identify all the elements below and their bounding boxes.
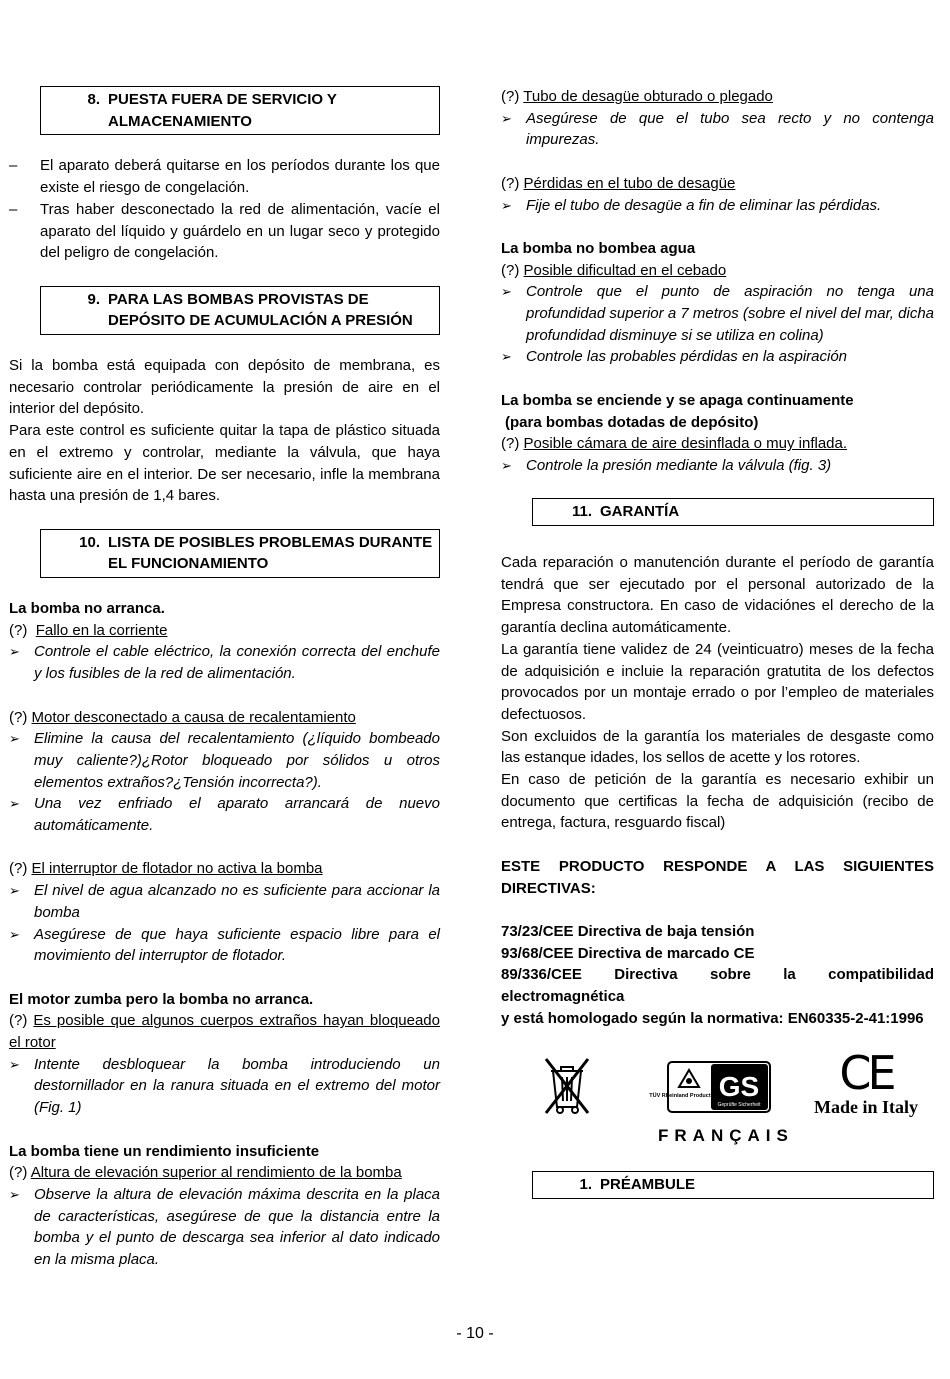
remedy-item: ➢ Elimine la causa del recalentamiento (¿líquido bombeado muy caliente?)¿Rotor bloqueado por sólidos u otros elementos extraños?¿Tensión incorrecta?).: [9, 728, 440, 793]
paragraph: La garantía tiene validez de 24 (veinticuatro) meses de la fecha de adquisición e incluie la reparación gratutita de los defectos provocados por un montaje errado o por l’empleo de materiales defectuosos.: [501, 640, 934, 723]
paragraph: Si la bomba está equipada con depósito de membrana, es necesario controlar periódicamente la presión de aire en el interior del depósito.: [9, 357, 440, 418]
cause-line: (?) El interruptor de flotador no activa la bomba: [9, 860, 323, 878]
tuv-gs-logo: [649, 1061, 771, 1113]
cause-line: (?) Tubo de desagüe obturado o plegado: [501, 88, 773, 105]
ce-mark: CE: [839, 1046, 893, 1101]
paragraph: En caso de petición de la garantía es necesario exhibir un documento que certificas la fecha de adquisición (recibo de entrega, factura, resguardo fiscal): [501, 771, 934, 832]
remedy-item: ➢ Controle la presión mediante la válvula (fig. 3): [501, 455, 934, 477]
right-column: [501, 86, 934, 1219]
cause-line: (?) Posible cámara de aire desinflada o muy inflada.: [501, 435, 848, 453]
problem-heading: El motor zumba pero la bomba no arranca.: [9, 990, 314, 1008]
weee-bin-icon: [543, 1055, 591, 1117]
section-8-heading: 8. PUESTA FUERA DE SERVICIO Y ALMACENAMIENTO: [40, 86, 440, 135]
section-10-heading: 10. LISTA DE POSIBLES PROBLEMAS DURANTE EL FUNCIONAMIENTO: [40, 529, 440, 578]
cause-line: (?) Fallo en la corriente: [9, 621, 168, 639]
remedy-item: ➢ Asegúrese de que haya suficiente espacio libre para el movimiento del interruptor de flotador.: [9, 924, 440, 967]
problem-subheading: (para bombas dotadas de depósito): [505, 413, 759, 431]
tuv-text: TÜV Rheinland Product Safety: [649, 1093, 729, 1100]
remedy-item: ➢ Una vez enfriado el aparato arrancará de nuevo automáticamente.: [9, 793, 440, 836]
certification-logos: [501, 1046, 934, 1146]
paragraph: Para este control es suficiente quitar la tapa de plástico situada en el extremo y controlar, mediante la válvula, que haya suficiente aire en el interior. De ser necesario, infle la membrana hasta una presión de 1,4 bares.: [9, 422, 440, 505]
problem-heading: La bomba se enciende y se apaga continuamente: [501, 391, 854, 409]
remedy-item: ➢ Controle que el punto de aspiración no tenga una profundidad superior a 7 metros (sobre el nivel del mar, dicha profundidad disminuye si se utiliza en colina): [501, 281, 934, 346]
remedy-item: ➢ Controle las probables pérdidas en la aspiración: [501, 346, 934, 368]
remedy-item: ➢ Observe la altura de elevación máxima descrita en la placa de características, asegúrese de que la distancia entre la bomba y el punto de descarga sea inferior al dato indicado en la misma placa.: [9, 1184, 440, 1271]
problem-heading: La bomba no bombea agua: [501, 239, 696, 257]
directive-item: 89/336/CEE Directiva sobre la compatibilidad electromagnética: [501, 966, 934, 1006]
remedy-item: ➢ Controle el cable eléctrico, la conexión correcta del enchufe y los fusibles de la red de alimentación.: [9, 641, 440, 684]
remedy-item: ➢ Intente desbloquear la bomba introduciendo un destornillador en la ranura situada en el extremo del motor (Fig. 1): [9, 1054, 440, 1119]
paragraph: Son excluidos de la garantía los materiales de desgaste como las estanque idades, los sellos de acette y los rotores.: [501, 727, 934, 767]
gs-sub-text: Geprüfte Sicherheit: [717, 1102, 761, 1109]
cause-line: (?) Posible dificultad en el cebado: [501, 261, 727, 279]
directive-item: y está homologado según la normativa: EN60335-2-41:1996: [501, 1009, 924, 1027]
gs-text: GS: [718, 1071, 760, 1103]
problem-heading: La bomba tiene un rendimiento insuficiente: [9, 1142, 320, 1160]
directive-item: 73/23/CEE Directiva de baja tensión: [501, 922, 755, 940]
section-11-heading: 11. GARANTÍA: [532, 498, 934, 526]
remedy-item: ➢ Fije el tubo de desagüe a fin de eliminar las pérdidas.: [501, 195, 934, 217]
section-1-heading: 1. PRÉAMBULE: [532, 1171, 934, 1199]
remedy-item: ➢ El nivel de agua alcanzado no es suficiente para accionar la bomba: [9, 880, 440, 923]
ce-made-in-italy-logo: [801, 1046, 931, 1118]
problem-heading: La bomba no arranca.: [9, 600, 165, 618]
cause-line: (?) Es posible que algunos cuerpos extraños hayan bloqueado el rotor: [9, 1012, 440, 1052]
cause-line: (?) Motor desconectado a causa de recalentamiento: [9, 708, 356, 726]
directive-item: 93/68/CEE Directiva de marcado CE: [501, 944, 755, 962]
directives-heading: ESTE PRODUCTO RESPONDE A LAS SIGUIENTES DIRECTIVAS:: [501, 857, 934, 897]
remedy-item: ➢ Asegúrese de que el tubo sea recto y no contenga impurezas.: [501, 108, 934, 151]
made-in-italy-text: Made in Italy: [813, 1097, 918, 1118]
list-item: – El aparato deberá quitarse en los períodos durante los que existe el riesgo de congelación.: [9, 155, 440, 198]
page-number: - 10 -: [456, 1325, 494, 1342]
language-heading: FRANÇAIS: [658, 1126, 794, 1146]
section-9-heading: 9. PARA LAS BOMBAS PROVISTAS DE DEPÓSITO DE ACUMULACIÓN A PRESIÓN: [40, 286, 440, 335]
paragraph: Cada reparación o manutención durante el período de garantía tendrá que ser ejecutado por el personal autorizado de la Empresa constructora. En caso de vidaciónes el derecho de la garantía declina automáticamente.: [501, 554, 934, 637]
left-column: [9, 86, 440, 1271]
cause-line: (?) Pérdidas en el tubo de desagüe: [501, 174, 736, 192]
list-item: – Tras haber desconectado la red de alimentación, vacíe el aparato del líquido y guárdelo en un lugar seco y protegido del peligro de congelación.: [9, 199, 440, 264]
cause-line: (?) Altura de elevación superior al rendimiento de la bomba: [9, 1164, 402, 1182]
